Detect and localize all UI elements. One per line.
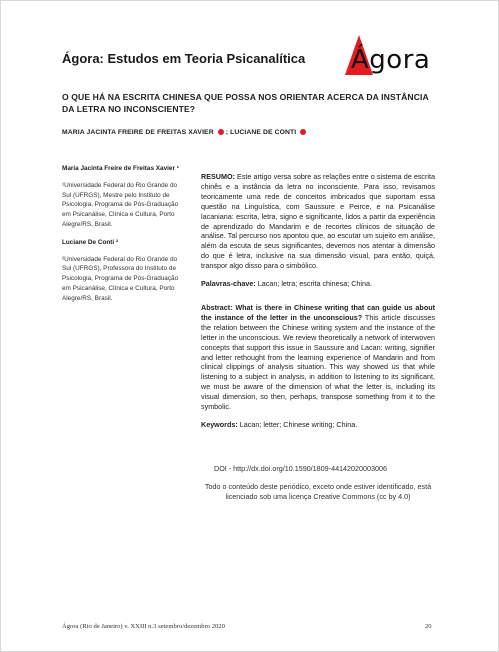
journal-title: Ágora: Estudos em Teoria Psicanalítica [62, 51, 306, 66]
abstract-label: Abstract: What is there in Chinese writing that can guide us about the instance of the letter in the unconscious? [201, 302, 435, 322]
palavras-chave-text: Lacan; letra; escrita chinesa; China. [255, 279, 373, 289]
abstract-paragraph [201, 303, 435, 412]
abstract-column [201, 172, 435, 430]
page-number: 20 [425, 623, 432, 630]
license-note: Todo o conteúdo deste periódico, exceto onde estiver identificado, está licenciado sob uma licença Creative Commons (cc by 4.0) [204, 482, 432, 501]
authors-line [62, 129, 308, 136]
affiliation-1-name: Maria Jacinta Freire de Freitas Xavier ¹ [62, 165, 179, 172]
affiliation-1-text: ¹Universidade Federal do Rio Grande do Sul (UFRGS), Mestre pelo Instituto de Psicologia, Programa de Pós-Graduação em Psicanálise, Clínica e Cultura, Porto Alegre/RS, Brasil. [62, 181, 179, 228]
doi-link[interactable]: DOI - http://dx.doi.org/10.1590/1809-44142020003006 [214, 464, 388, 473]
affiliation-2-text: ²Universidade Federal do Rio Grande do Sul (UFRGS), Professora do Instituto de Psicologia, Programa de Pós-Graduação em Psicanálise, Clínica e Cultura, Porto Alegre/RS, Brasil. [62, 255, 179, 302]
logo-wordmark: Ágora [351, 45, 431, 75]
resumo-text: Este artigo versa sobre as relações entre o sistema de escrita chinês e a instância da letra no inconsciente. Para isso, revisamos teoricamente uma rede de conceitos imbricados que suportam essa questão na Linguística, com Saussure e Peirce, e na Psicanálise lacaniana: escrita, letra, signo e significante, lidos a partir da experiência de aprendizado do Mandarim e de recortes clínicos de situação de análise. Tal percurso nos apontou que, ao escutar um sujeito em análise, além da escuta de seus significantes, devemos nos atentar à dimensão do que é letra, inclusive na sua dimensão visual, para então, quiçá, transpor algo disso para o simbólico. [201, 172, 435, 271]
keywords-text: Lacan; letter; Chinese writing; China. [237, 419, 358, 429]
palavras-chave-label: Palavras-chave: [201, 279, 256, 289]
author-1-name: MARIA JACINTA FREIRE DE FREITAS XAVIER [62, 129, 214, 136]
journal-logo [343, 33, 443, 81]
author-separator: ; [225, 129, 231, 136]
footer-citation: Ágora (Rio de Janeiro) v. XXIII n.3 setembro/dezembro 2020 [62, 623, 225, 630]
resumo-paragraph [201, 172, 435, 271]
orcid-icon[interactable] [218, 129, 224, 135]
resumo-label: RESUMO: [201, 172, 235, 181]
keywords-paragraph [201, 420, 435, 430]
orcid-icon[interactable] [300, 129, 306, 135]
affiliation-2-name: Luciane De Conti ² [62, 238, 119, 246]
abstract-text: This article discusses the relation between the Chinese writing system and the instance of the letter in the unconscious. We review theoretically a network of interwoven concepts that support this issue in Saussure and Lacan: writing, signifier and letter rethought from the learning experience of Mandarin and from clinical clippings of analysis situation. This way showed us that while listening to a subject in analysis, in addition to listening to its significant, we must be aware of the dimension of what the letter is, including its visual dimension, so then, perhaps, transpose something from it to the symbolic. [201, 312, 436, 412]
affiliations-column [62, 164, 184, 304]
keywords-label: Keywords: [201, 419, 238, 429]
article-title: O QUE HÁ NA ESCRITA CHINESA QUE POSSA NOS ORIENTAR ACERCA DA INSTÂNCIA DA LETRA NO INCONSCIENTE? [62, 92, 429, 114]
author-2-name: LUCIANE DE CONTI [230, 129, 297, 136]
palavras-chave-paragraph [201, 279, 435, 289]
